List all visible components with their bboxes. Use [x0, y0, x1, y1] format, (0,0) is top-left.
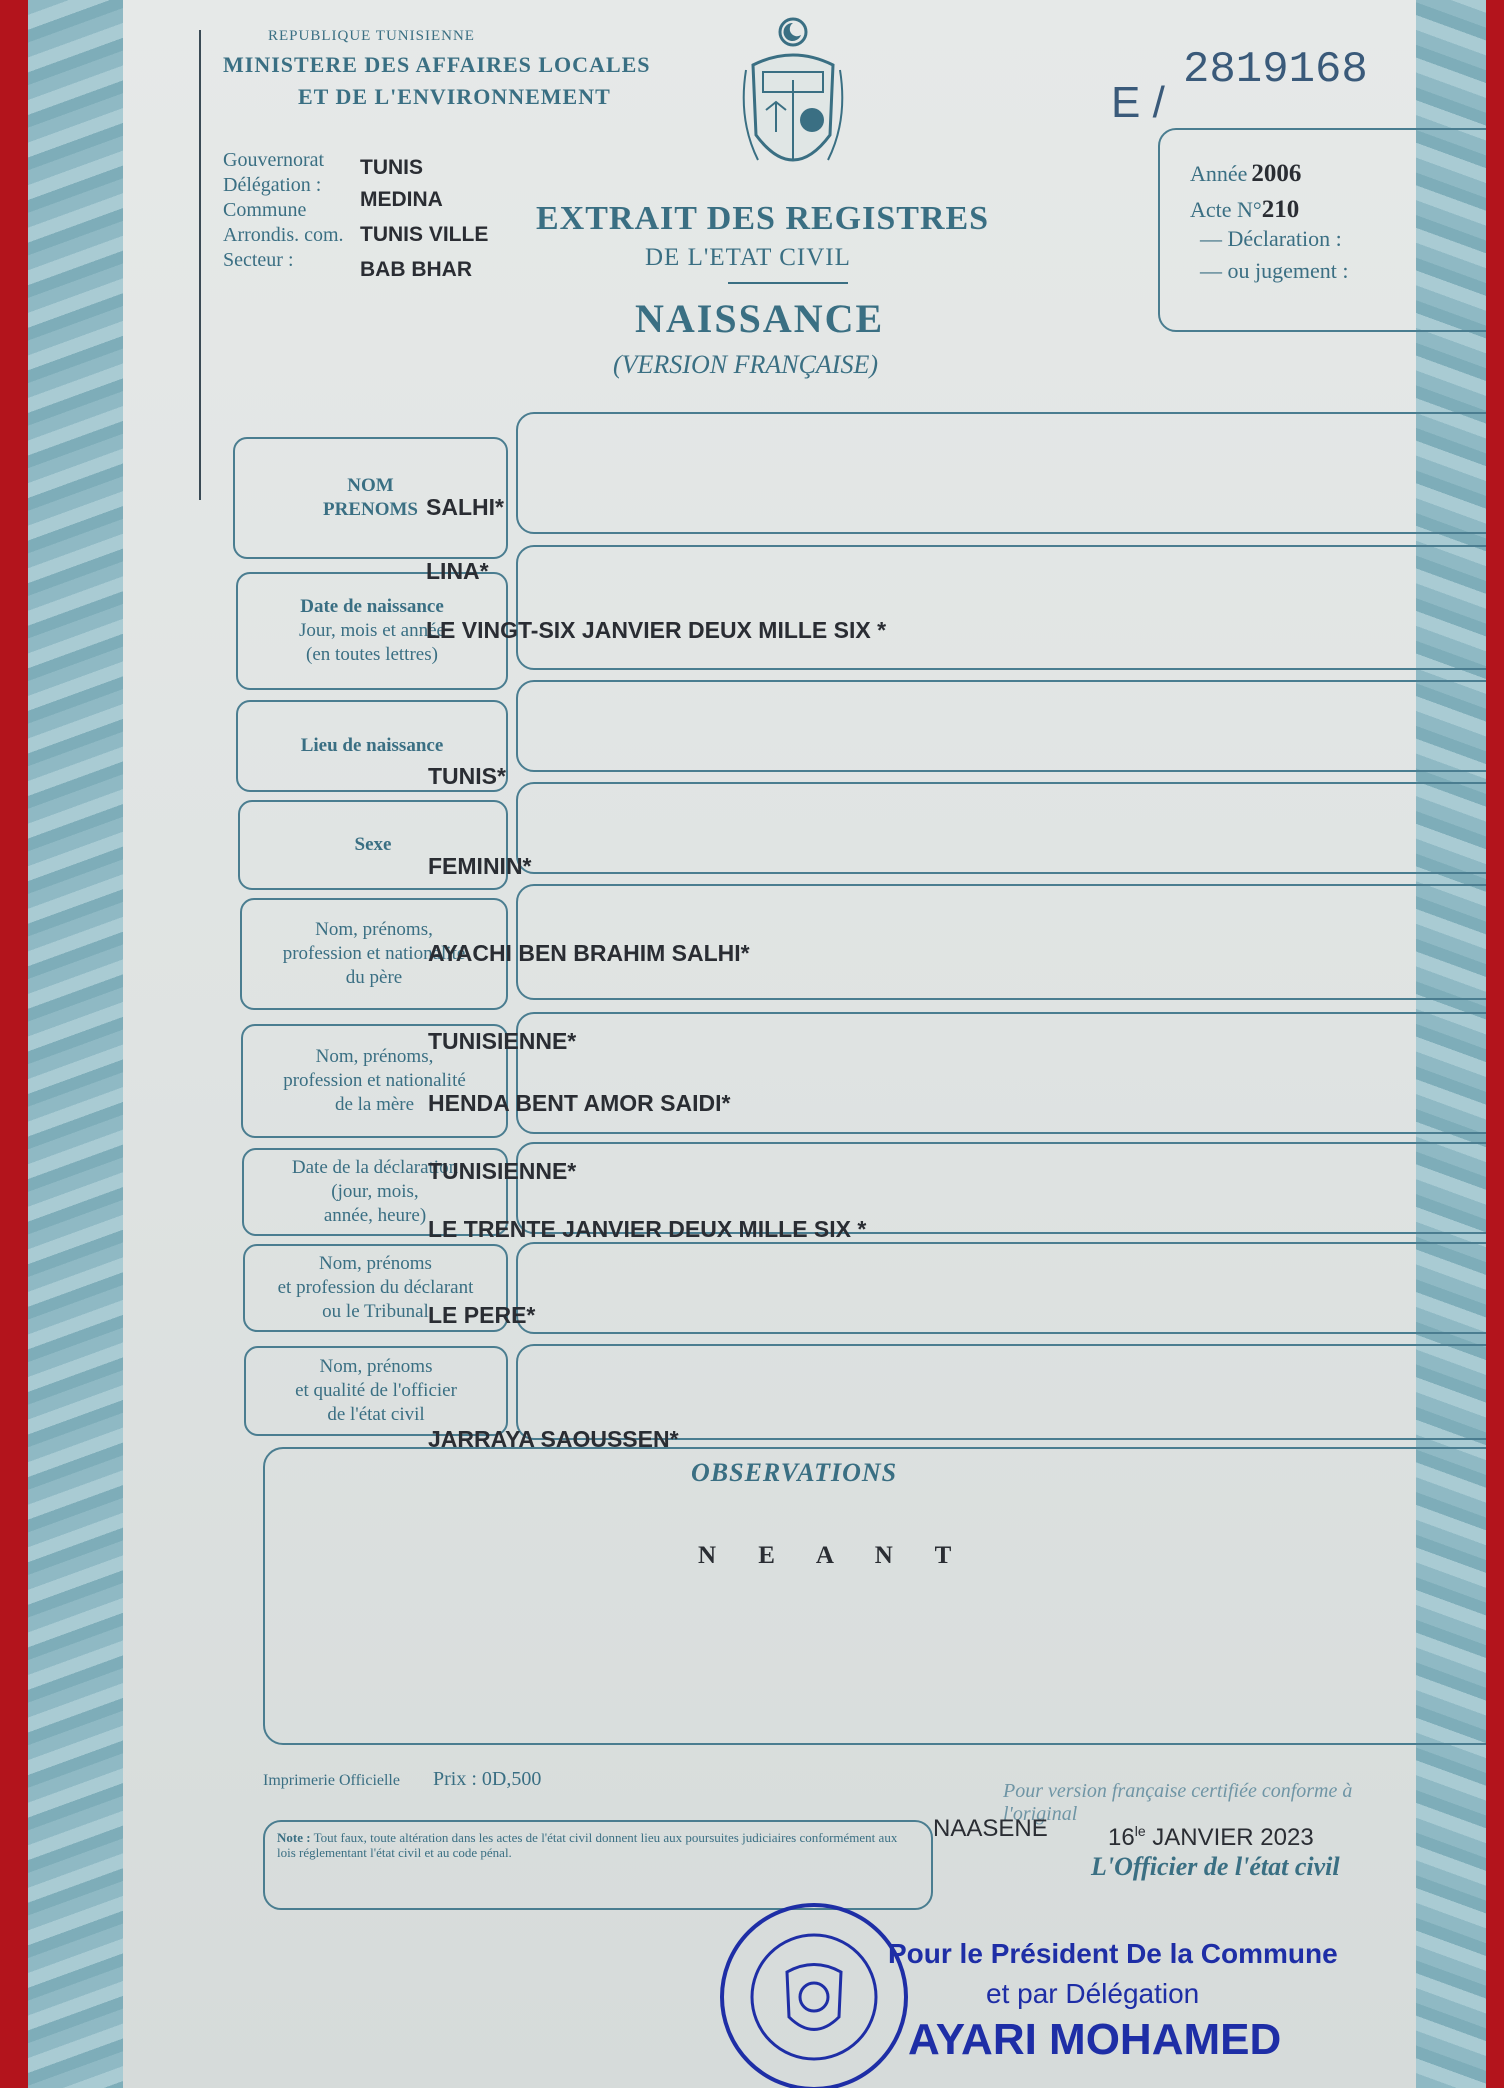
signature-line1: Pour le Président De la Commune: [888, 1938, 1338, 1969]
declarant-label-3: ou le Tribunal: [322, 1301, 429, 1322]
jugement-label: — ou jugement :: [1200, 258, 1349, 283]
value-nom: SALHI*: [426, 494, 504, 520]
date-rest: JANVIER 2023: [1152, 1824, 1314, 1851]
observations-value: N E A N T: [698, 1542, 970, 1569]
pere-label-1: Nom, prénoms,: [315, 919, 433, 940]
value-declarant: LE PERE*: [428, 1302, 536, 1328]
date-naissance-sub2: (en toutes lettres): [306, 644, 438, 665]
value-commune: TUNIS VILLE: [360, 223, 489, 246]
republic-label: REPUBLIQUE TUNISIENNE: [268, 28, 475, 44]
guilloche-border-left: [28, 0, 123, 2088]
title-extrait: EXTRAIT DES REGISTRES: [536, 200, 990, 237]
location-labels: [223, 148, 344, 273]
decl-date-label-3: année, heure): [323, 1205, 427, 1226]
officier-label-3: de l'état civil: [327, 1404, 425, 1425]
mere-label-1: Nom, prénoms,: [315, 1046, 434, 1067]
officer-title: L'Officier de l'état civil: [1091, 1852, 1340, 1881]
date-naissance-sub1: Jour, mois et année: [299, 620, 445, 641]
certification-text: Pour version française certifiée conforme à l'original: [1003, 1780, 1353, 1825]
declaration-label: — Déclaration :: [1200, 226, 1342, 251]
prenoms-label: PRENOMS: [323, 499, 418, 520]
label-secteur: Secteur :: [223, 249, 294, 271]
acte-label: Acte N°: [1190, 197, 1262, 222]
date-naissance-label: Date de naissance: [300, 596, 444, 617]
location-values: [360, 155, 488, 282]
observations-box: [263, 1447, 1486, 1745]
annee-label: Année: [1190, 161, 1248, 186]
prix-label: Prix : 0D,500: [433, 1768, 542, 1790]
pere-label-3: du père: [345, 967, 403, 988]
document-body: [123, 0, 1416, 2088]
value-officier: JARRAYA SAOUSSEN*: [428, 1426, 679, 1452]
value-box-lieu: [516, 680, 1486, 772]
nom-label: NOM: [347, 475, 394, 496]
value-box-nom: [516, 412, 1486, 534]
signature-name: AYARI MOHAMED: [908, 2015, 1282, 2064]
label-gouvernorat: Gouvernorat: [223, 149, 325, 171]
coat-of-arms-icon: [738, 10, 848, 190]
place-label: NAASENE: [933, 1815, 1048, 1842]
serial-number: 2819168: [1183, 45, 1368, 95]
value-declaration-date: LE TRENTE JANVIER DEUX MILLE SIX *: [428, 1216, 867, 1242]
value-sexe: FEMININ*: [428, 853, 532, 879]
title-etat-civil: DE L'ETAT CIVIL: [645, 244, 851, 271]
declarant-label-2: et profession du déclarant: [277, 1277, 474, 1298]
serial-prefix: E /: [1111, 78, 1165, 127]
label-arrondissement: Arrondis. com.: [223, 224, 344, 246]
value-box-declarant: [516, 1242, 1486, 1334]
date-sup: le: [1134, 1823, 1146, 1839]
officier-label-2: et qualité de l'officier: [295, 1380, 457, 1401]
declarant-label-1: Nom, prénoms: [319, 1253, 432, 1274]
note-label: Note :: [277, 1830, 311, 1845]
document-page: [28, 0, 1486, 2088]
value-prenoms: LINA*: [426, 558, 489, 584]
mere-label-3: de la mère: [334, 1094, 415, 1115]
value-mere: HENDA BENT AMOR SAIDI*: [428, 1090, 731, 1116]
value-box-sexe: [516, 782, 1486, 874]
mere-label-2: profession et nationalité: [283, 1070, 466, 1091]
ministry-line1: MINISTERE DES AFFAIRES LOCALES: [223, 52, 651, 77]
imprimerie-label: Imprimerie Officielle: [263, 1772, 400, 1789]
officier-label-1: Nom, prénoms: [319, 1356, 433, 1377]
value-gouvernorat: TUNIS: [360, 156, 423, 179]
annee-value: 2006: [1251, 160, 1302, 187]
note-text: Tout faux, toute altération dans les actes de l'état civil donnent lieu aux poursuites judiciaires conformément aux lois réglementant l'état civil et au code pénal.: [277, 1830, 898, 1860]
ministry-line2: ET DE L'ENVIRONNEMENT: [298, 84, 611, 109]
signature-line2: et par Délégation: [986, 1978, 1200, 2009]
title-underline: [728, 282, 848, 284]
title-version: (VERSION FRANÇAISE): [613, 350, 878, 379]
date-line: [1108, 1823, 1314, 1852]
ministry-stamp-icon: [709, 1892, 919, 2088]
value-date-naissance: LE VINGT-SIX JANVIER DEUX MILLE SIX *: [426, 617, 887, 643]
pere-label-2: profession et nationalité: [282, 943, 466, 964]
value-mere-nationalite: TUNISIENNE*: [428, 1158, 577, 1184]
sexe-label: Sexe: [354, 834, 392, 855]
value-pere-nationalite: TUNISIENNE*: [428, 1028, 577, 1054]
value-delegation: MEDINA: [360, 188, 443, 211]
value-pere: AYACHI BEN BRAHIM SALHI*: [428, 940, 750, 966]
decl-date-label-1: Date de la déclaration: [291, 1157, 459, 1178]
decl-date-label-2: (jour, mois,: [331, 1181, 419, 1202]
lieu-label: Lieu de naissance: [300, 735, 444, 756]
value-lieu: TUNIS*: [428, 763, 506, 789]
label-commune: Commune: [223, 199, 307, 221]
label-delegation: Délégation :: [223, 174, 322, 196]
date-day: 16: [1108, 1824, 1135, 1851]
header-rule: [199, 30, 201, 500]
register-box: [1158, 128, 1486, 332]
observations-title: OBSERVATIONS: [691, 1458, 898, 1487]
value-secteur: BAB BHAR: [360, 258, 472, 281]
acte-value: 210: [1261, 196, 1300, 223]
title-naissance: NAISSANCE: [635, 296, 885, 341]
label-officier: [244, 1346, 508, 1436]
value-box-date-naissance: [516, 545, 1486, 670]
